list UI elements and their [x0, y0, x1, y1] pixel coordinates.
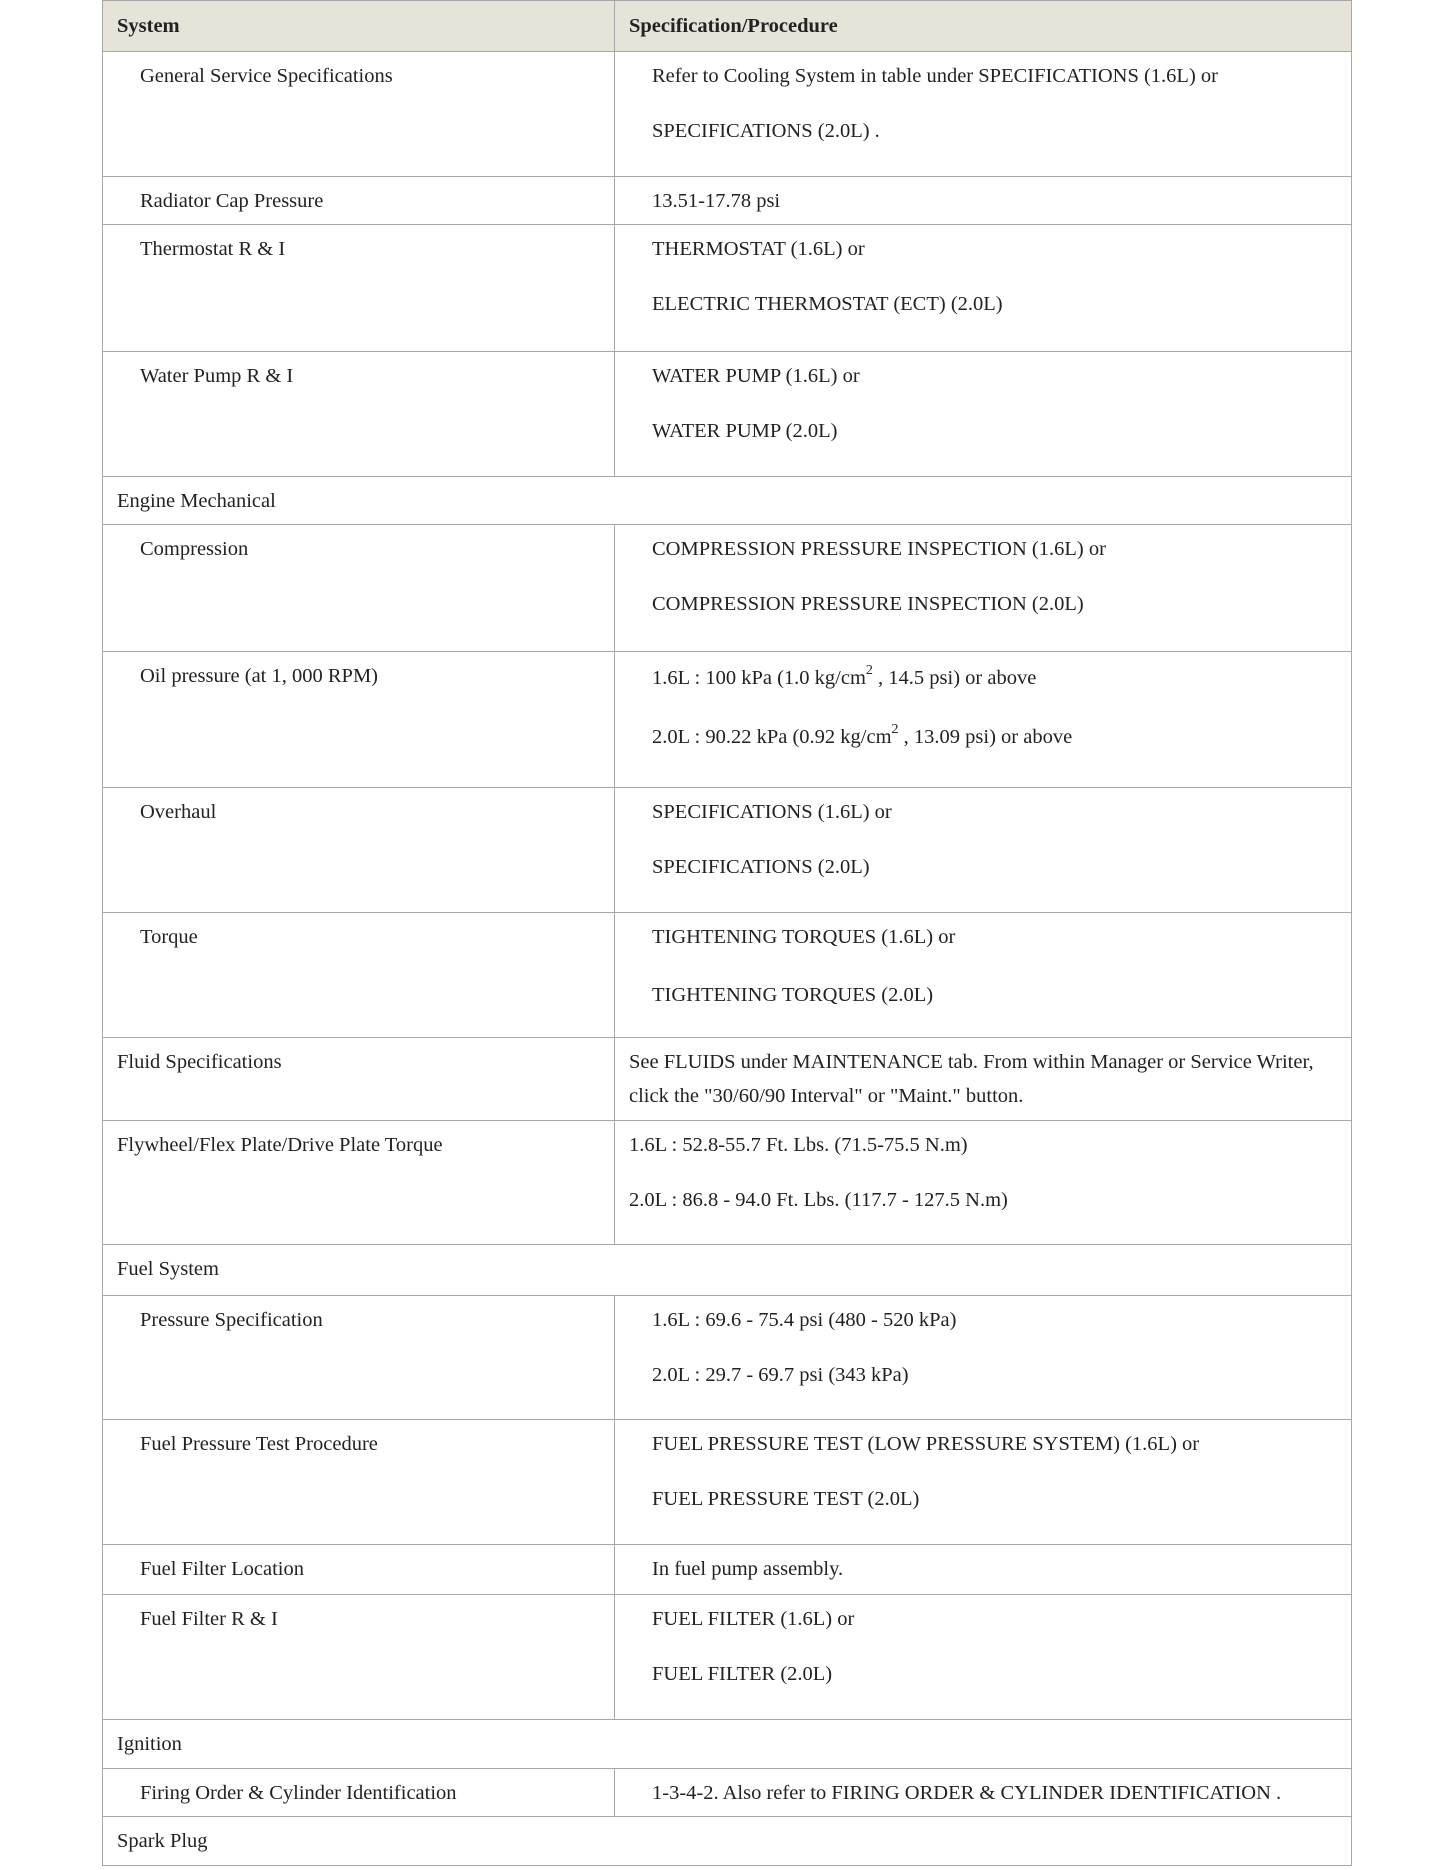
table-row: [103, 913, 1352, 1038]
table-row: [103, 52, 1352, 177]
row-label: Firing Order & Cylinder Identification: [103, 1769, 615, 1817]
row-label: Fluid Specifications: [103, 1038, 615, 1121]
table-row: [103, 177, 1352, 225]
table-row: [103, 525, 1352, 652]
row-label: Compression: [103, 525, 615, 652]
row-label: Fuel Filter R & I: [103, 1595, 615, 1720]
row-spec: FUEL FILTER (1.6L) or FUEL FILTER (2.0L): [615, 1595, 1352, 1720]
row-spec: 1.6L : 52.8-55.7 Ft. Lbs. (71.5-75.5 N.m) 2.0L : 86.8 - 94.0 Ft. Lbs. (117.7 - 127.5 N.m): [615, 1121, 1352, 1245]
row-label: Radiator Cap Pressure: [103, 177, 615, 225]
section-row: [103, 477, 1352, 525]
row-label: Water Pump R & I: [103, 352, 615, 477]
row-label: Flywheel/Flex Plate/Drive Plate Torque: [103, 1121, 615, 1245]
section-title: Fuel System: [103, 1245, 1352, 1296]
header-spec: Specification/Procedure: [615, 1, 1352, 52]
table-row: [103, 225, 1352, 352]
section-title: Ignition: [103, 1720, 1352, 1769]
table-row: [103, 1545, 1352, 1595]
row-spec: THERMOSTAT (1.6L) or ELECTRIC THERMOSTAT (ECT) (2.0L): [615, 225, 1352, 352]
table-row: [103, 1595, 1352, 1720]
header-system: System: [103, 1, 615, 52]
row-label: General Service Specifications: [103, 52, 615, 177]
row-spec: SPECIFICATIONS (1.6L) or SPECIFICATIONS (2.0L): [615, 788, 1352, 913]
row-label: Overhaul: [103, 788, 615, 913]
section-row: [103, 1817, 1352, 1866]
row-spec: TIGHTENING TORQUES (1.6L) or TIGHTENING TORQUES (2.0L): [615, 913, 1352, 1038]
row-spec: See FLUIDS under MAINTENANCE tab. From within Manager or Service Writer, click the "30/60/90 Interval" or "Maint." button.: [615, 1038, 1352, 1121]
row-spec: COMPRESSION PRESSURE INSPECTION (1.6L) or COMPRESSION PRESSURE INSPECTION (2.0L): [615, 525, 1352, 652]
row-spec: 1-3-4-2. Also refer to FIRING ORDER & CYLINDER IDENTIFICATION .: [615, 1769, 1352, 1817]
row-label: Fuel Filter Location: [103, 1545, 615, 1595]
table-row: [103, 1420, 1352, 1545]
section-row: [103, 1245, 1352, 1296]
table-row: [103, 1296, 1352, 1420]
row-spec: 1.6L : 69.6 - 75.4 psi (480 - 520 kPa) 2.0L : 29.7 - 69.7 psi (343 kPa): [615, 1296, 1352, 1420]
table-row: [103, 1121, 1352, 1245]
row-spec: 13.51-17.78 psi: [615, 177, 1352, 225]
row-label: Fuel Pressure Test Procedure: [103, 1420, 615, 1545]
spec-table: [102, 0, 1352, 1866]
table-row: [103, 352, 1352, 477]
section-row: [103, 1720, 1352, 1769]
row-label: Torque: [103, 913, 615, 1038]
row-spec: Refer to Cooling System in table under SPECIFICATIONS (1.6L) or SPECIFICATIONS (2.0L) .: [615, 52, 1352, 177]
table-row: [103, 788, 1352, 913]
row-label: Thermostat R & I: [103, 225, 615, 352]
header-row: [103, 1, 1352, 52]
row-label: Oil pressure (at 1, 000 RPM): [103, 652, 615, 788]
row-spec: 1.6L : 100 kPa (1.0 $kg/cm^2$ , 14.5 psi) or above 2.0L : 90.22 kPa (0.92 $kg/cm^2$ , 13.09 psi) or above: [615, 652, 1352, 788]
section-title: Engine Mechanical: [103, 477, 1352, 525]
row-label: Pressure Specification: [103, 1296, 615, 1420]
row-spec: In fuel pump assembly.: [615, 1545, 1352, 1595]
section-title: Spark Plug: [103, 1817, 1352, 1866]
table-row: [103, 1038, 1352, 1121]
row-spec: WATER PUMP (1.6L) or WATER PUMP (2.0L): [615, 352, 1352, 477]
table-row: [103, 652, 1352, 788]
row-spec: FUEL PRESSURE TEST (LOW PRESSURE SYSTEM) (1.6L) or FUEL PRESSURE TEST (2.0L): [615, 1420, 1352, 1545]
table-row: [103, 1769, 1352, 1817]
